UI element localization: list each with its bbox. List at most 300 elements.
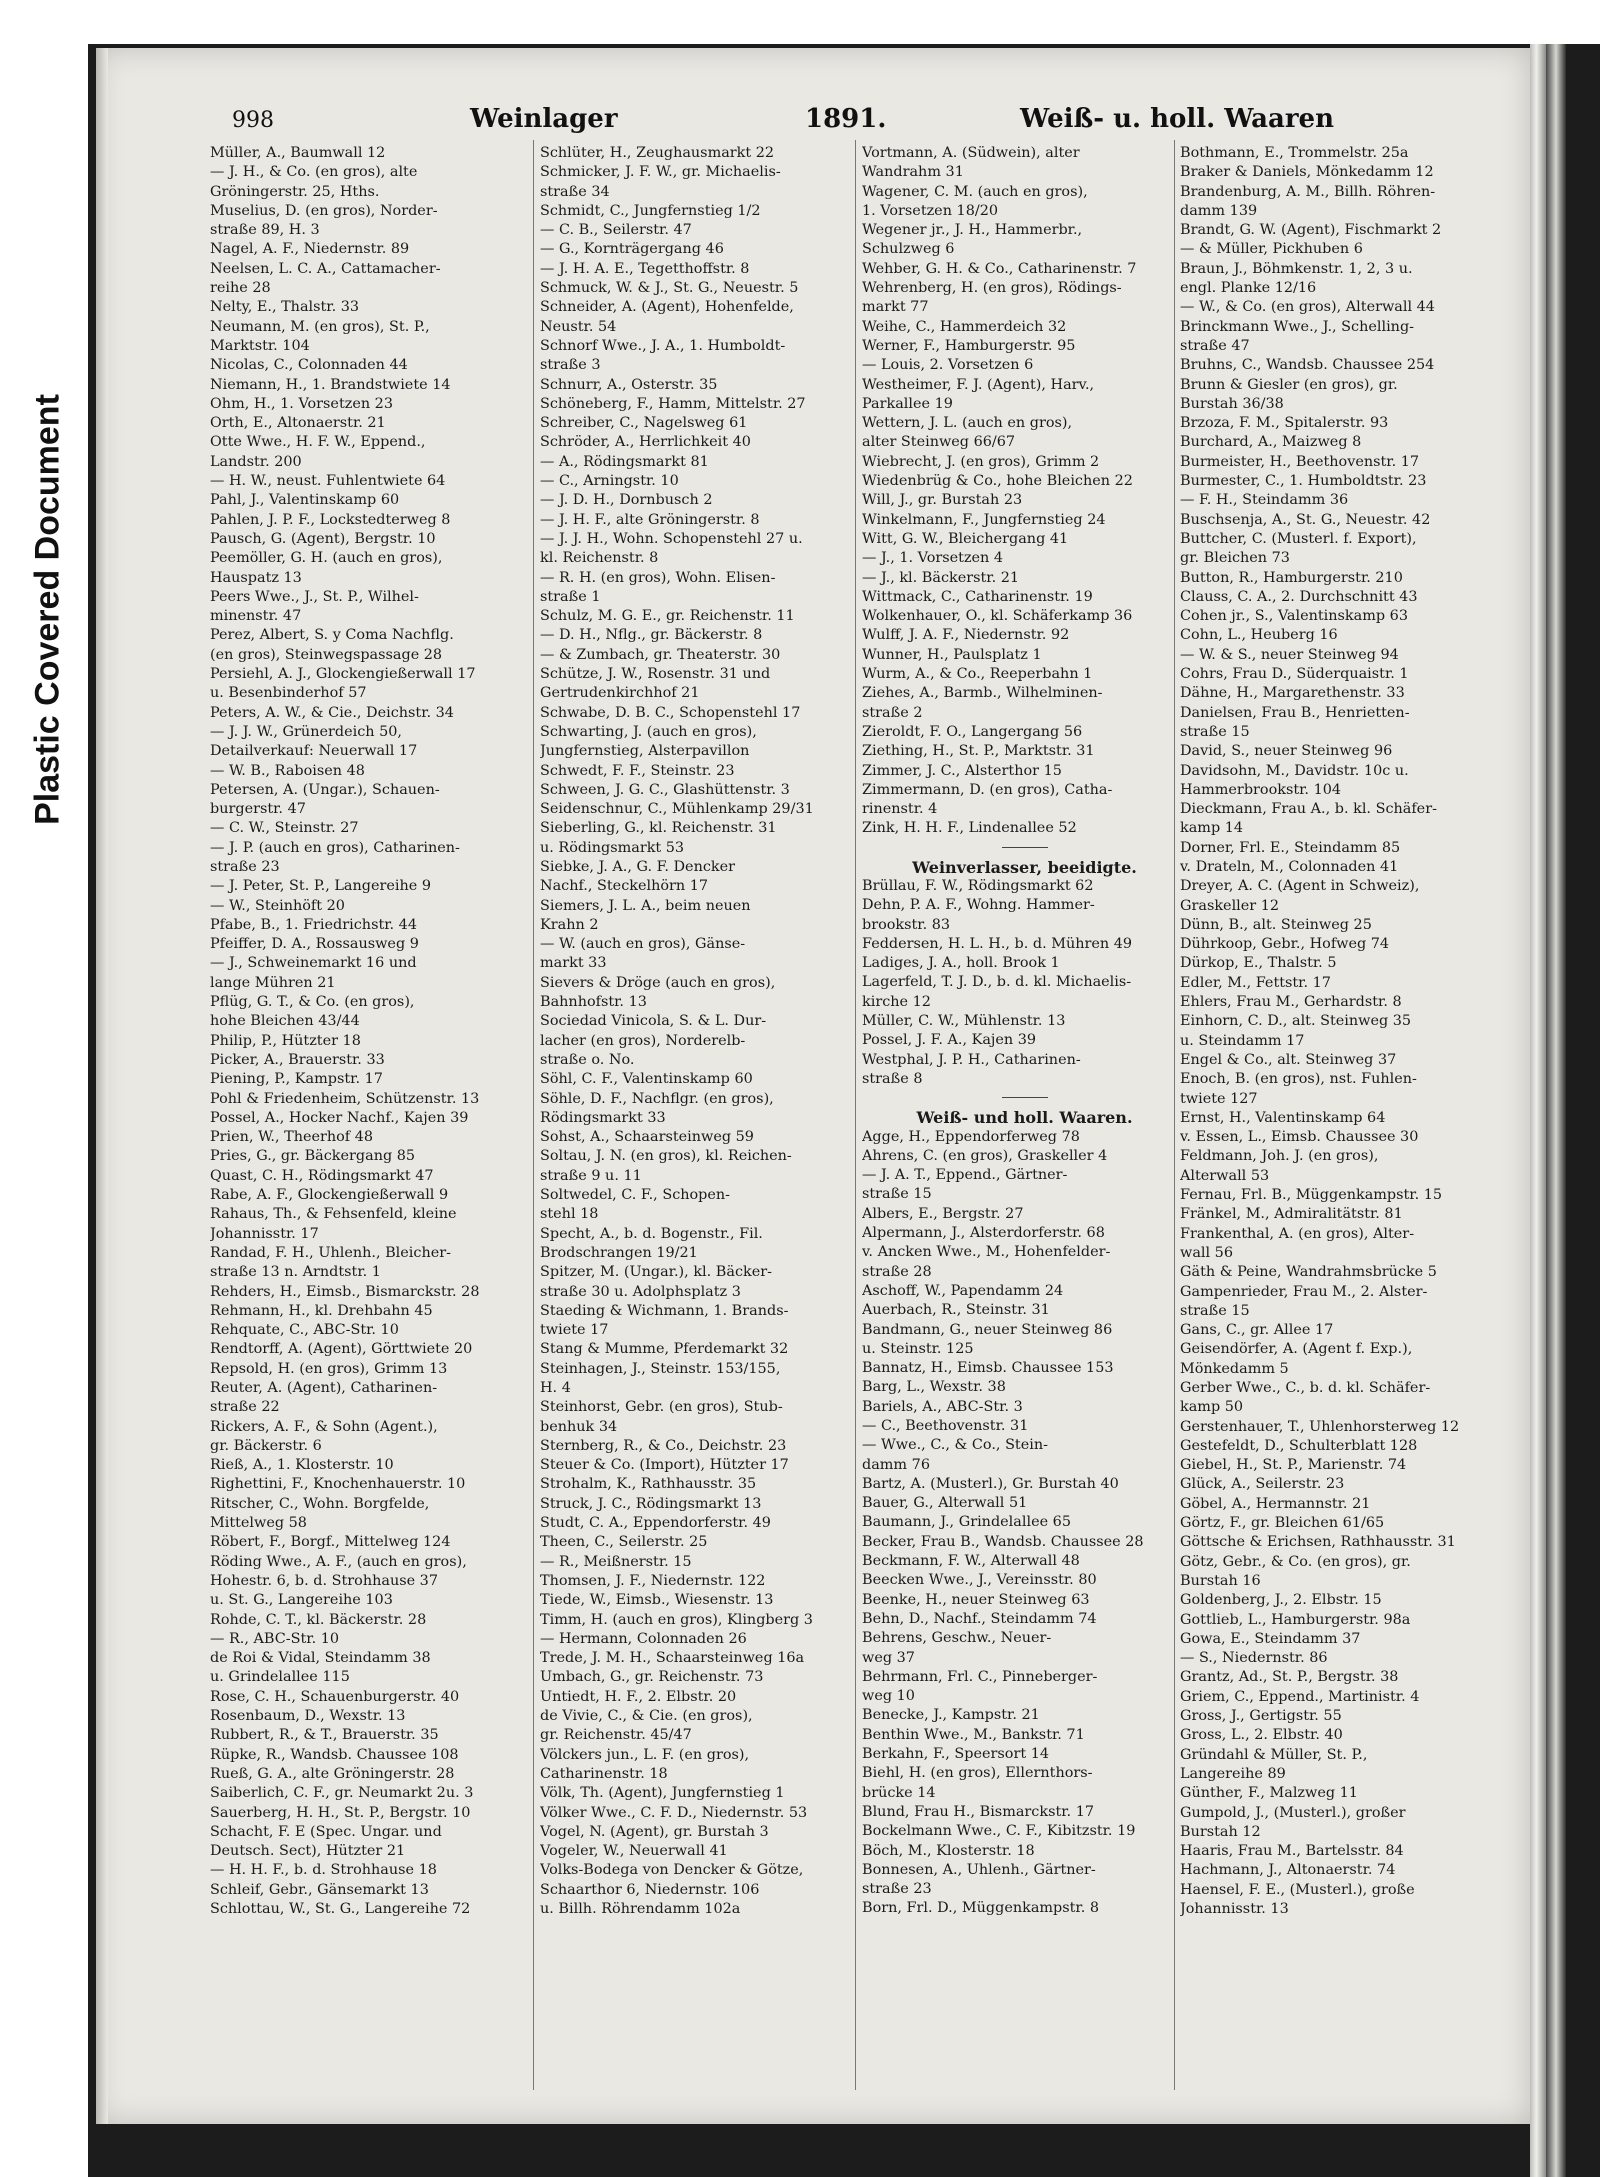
directory-entry-line: Dehn, P. A. F., Wohng. Hammer- bbox=[862, 897, 1095, 914]
directory-entry-line: alter Steinweg 66/67 bbox=[862, 434, 1016, 451]
directory-entry-line: Feddersen, H. L. H., b. d. Mühren 49 bbox=[862, 935, 1133, 952]
directory-entry-line: Rickers, A. F., & Sohn (Agent.), bbox=[210, 1418, 438, 1435]
directory-column-4 bbox=[1180, 144, 1505, 1919]
directory-entry-line: Schnurr, A., Osterstr. 35 bbox=[540, 376, 718, 393]
directory-entries bbox=[862, 144, 1187, 839]
directory-entry-line: weg 37 bbox=[862, 1649, 915, 1666]
directory-entry-line: Gröningerstr. 25, Hths. bbox=[210, 183, 380, 200]
directory-entry-line: Bahnhofstr. 13 bbox=[540, 994, 647, 1011]
directory-entry-line: Brunn & Giesler (en gros), gr. bbox=[1180, 376, 1398, 393]
directory-entry-line: Götz, Gebr., & Co. (en gros), gr. bbox=[1180, 1553, 1411, 1570]
directory-entry-line: Schmicker, J. F. W., gr. Michaelis- bbox=[540, 164, 781, 181]
directory-entry-line: Biehl, H. (en gros), Ellernthors- bbox=[862, 1765, 1093, 1782]
directory-entry-line: (en gros), Steinwegspassage 28 bbox=[210, 646, 443, 663]
directory-entry-line: Alterwall 53 bbox=[1180, 1167, 1270, 1184]
directory-entry-line: straße o. No. bbox=[540, 1051, 635, 1068]
directory-entry-line: Bockelmann Wwe., C. F., Kibitzstr. 19 bbox=[862, 1823, 1136, 1840]
directory-entry-line: Burstah 36/38 bbox=[1180, 395, 1284, 412]
directory-entry-line: Gross, L., 2. Elbstr. 40 bbox=[1180, 1727, 1343, 1744]
directory-entry-line: — J. D. H., Dornbusch 2 bbox=[540, 492, 713, 509]
directory-entry-line: Gottlieb, L., Hamburgerstr. 98a bbox=[1180, 1611, 1411, 1628]
directory-entry-line: David, S., neuer Steinweg 96 bbox=[1180, 743, 1393, 760]
directory-entry-line: markt 77 bbox=[862, 299, 929, 316]
directory-entry-line: Muselius, D. (en gros), Norder- bbox=[210, 202, 438, 219]
directory-entry-line: Wunner, H., Paulsplatz 1 bbox=[862, 646, 1042, 663]
directory-entry-line: Gross, J., Gertigstr. 55 bbox=[1180, 1708, 1342, 1725]
directory-entry-line: H. 4 bbox=[540, 1380, 571, 1396]
sidebar bbox=[0, 0, 82, 2177]
directory-entry-line: — Wwe., C., & Co., Stein- bbox=[862, 1437, 1048, 1454]
directory-entry-line: Beckmann, F. W., Alterwall 48 bbox=[862, 1553, 1080, 1570]
directory-entry-line: Wulff, J. A. F., Niedernstr. 92 bbox=[862, 627, 1070, 644]
directory-entry-line: Gumpold, J., (Musterl.), großer bbox=[1180, 1804, 1406, 1821]
directory-entries bbox=[540, 144, 865, 1919]
directory-entry-line: Persiehl, A. J., Glockengießerwall 17 bbox=[210, 666, 476, 683]
directory-entry-line: Rehmann, H., kl. Drehbahn 45 bbox=[210, 1302, 433, 1319]
directory-entry-line: — J. H. F., alte Gröningerstr. 8 bbox=[540, 511, 760, 528]
directory-entry-line: Cohn, L., Heuberg 16 bbox=[1180, 627, 1338, 644]
directory-entry-line: weg 10 bbox=[862, 1688, 915, 1705]
directory-entry-line: Dieckmann, Frau A., b. kl. Schäfer- bbox=[1180, 801, 1437, 818]
directory-entry-line: Pries, G., gr. Bäckergang 85 bbox=[210, 1148, 416, 1165]
directory-entry-line: Berkahn, F., Speersort 14 bbox=[862, 1746, 1049, 1763]
directory-entry-line: — R. H. (en gros), Wohn. Elisen- bbox=[540, 569, 776, 586]
directory-entry-line: Schmidt, C., Jungfernstieg 1/2 bbox=[540, 202, 761, 219]
directory-entry-line: Burmeister, H., Beethovenstr. 17 bbox=[1180, 453, 1420, 470]
directory-entry-line: Burchard, A., Maizweg 8 bbox=[1180, 434, 1362, 451]
directory-entry-line: Bauer, G., Alterwall 51 bbox=[862, 1495, 1028, 1512]
directory-entry-line: Pfabe, B., 1. Friedrichstr. 44 bbox=[210, 916, 417, 933]
directory-entry-line: Sauerberg, H. H., St. P., Bergstr. 10 bbox=[210, 1804, 471, 1821]
directory-entry-line: minenstr. 47 bbox=[210, 608, 302, 625]
directory-entry-line: — W., Steinhöft 20 bbox=[210, 897, 345, 914]
directory-entry-line: Pausch, G. (Agent), Bergstr. 10 bbox=[210, 530, 436, 547]
directory-entry-line: Söhl, C. F., Valentinskamp 60 bbox=[540, 1071, 753, 1088]
directory-entry-line: Schwedt, F. F., Steinstr. 23 bbox=[540, 762, 735, 779]
directory-entry-line: Soltau, J. N. (en gros), kl. Reichen- bbox=[540, 1148, 792, 1165]
directory-entries bbox=[1180, 144, 1505, 1919]
directory-entry-line: Bariels, A., ABC-Str. 3 bbox=[862, 1398, 1023, 1415]
directory-entry-line: — W., & Co. (en gros), Alterwall 44 bbox=[1180, 299, 1435, 316]
directory-entry-line: Schwarting, J. (auch en gros), bbox=[540, 723, 757, 740]
directory-entry-line: Braun, J., Böhmkenstr. 1, 2, 3 u. bbox=[1180, 260, 1413, 277]
directory-entry-line: Gestefeldt, D., Schulterblatt 128 bbox=[1180, 1437, 1418, 1454]
directory-entry-line: Hohestr. 6, b. d. Strohhause 37 bbox=[210, 1572, 438, 1589]
directory-entry-line: u. Steinstr. 125 bbox=[862, 1340, 974, 1357]
directory-entry-line: Tiede, W., Eimsb., Wiesenstr. 13 bbox=[540, 1592, 774, 1609]
directory-entry-line: — J., Schweinemarkt 16 und bbox=[210, 955, 417, 972]
directory-entry-line: Detailverkauf: Neuerwall 17 bbox=[210, 743, 418, 760]
directory-entry-line: u. Besenbinderhof 57 bbox=[210, 685, 367, 702]
directory-entry-line: wall 56 bbox=[1180, 1244, 1233, 1261]
directory-entry-line: Mönkedamm 5 bbox=[1180, 1360, 1289, 1377]
directory-entry-line: Schröder, A., Herrlichkeit 40 bbox=[540, 434, 751, 451]
directory-entry-line: Theen, C., Seilerstr. 25 bbox=[540, 1534, 708, 1551]
directory-entry-line: — W. & S., neuer Steinweg 94 bbox=[1180, 646, 1399, 663]
directory-entry-line: lange Mühren 21 bbox=[210, 974, 336, 991]
directory-entry-line: Steinhorst, Gebr. (en gros), Stub- bbox=[540, 1399, 783, 1416]
directory-entry-line: Rueß, G. A., alte Gröningerstr. 28 bbox=[210, 1765, 455, 1782]
directory-entry-line: Trede, J. M. H., Schaarsteinweg 16a bbox=[540, 1650, 805, 1667]
directory-entry-line: Nelty, E., Thalstr. 33 bbox=[210, 299, 360, 316]
directory-entry-line: Pahlen, J. P. F., Lockstedterweg 8 bbox=[210, 511, 451, 528]
directory-entry-line: Gäth & Peine, Wandrahmsbrücke 5 bbox=[1180, 1264, 1437, 1281]
directory-entry-line: Parkallee 19 bbox=[862, 395, 953, 412]
directory-entry-line: Thomsen, J. F., Niedernstr. 122 bbox=[540, 1572, 766, 1589]
directory-entry-line: Marktstr. 104 bbox=[210, 337, 310, 354]
directory-entry-line: — A., Rödingsmarkt 81 bbox=[540, 453, 709, 470]
directory-entry-line: straße 1 bbox=[540, 588, 601, 605]
directory-entry-line: Umbach, G., gr. Reichenstr. 73 bbox=[540, 1669, 764, 1686]
directory-entry-line: Dreyer, A. C. (Agent in Schweiz), bbox=[1180, 878, 1420, 895]
directory-entry-line: lacher (en gros), Norderelb- bbox=[540, 1032, 746, 1049]
directory-entry-line: Rüpke, R., Wandsb. Chaussee 108 bbox=[210, 1746, 459, 1763]
directory-entry-line: Rehders, H., Eimsb., Bismarckstr. 28 bbox=[210, 1283, 480, 1300]
directory-entry-line: Pfeiffer, D. A., Rossausweg 9 bbox=[210, 936, 419, 953]
directory-entry-line: Prien, W., Theerhof 48 bbox=[210, 1129, 374, 1146]
directory-entry-line: kamp 50 bbox=[1180, 1399, 1244, 1416]
section-heading-weiss-waaren: Weiß- und holl. Waaren. bbox=[916, 1108, 1133, 1128]
directory-entry-line: Gowa, E., Steindamm 37 bbox=[1180, 1630, 1361, 1647]
directory-entry-line: Aschoff, W., Papendamm 24 bbox=[862, 1282, 1064, 1299]
directory-entry-line: Schlüter, H., Zeughausmarkt 22 bbox=[540, 145, 775, 161]
directory-entry-line: Gampenrieder, Frau M., 2. Alster- bbox=[1180, 1283, 1428, 1300]
directory-entry-line: Brinckmann Wwe., J., Schelling- bbox=[1180, 318, 1415, 335]
directory-entry-line: stehl 18 bbox=[540, 1206, 599, 1223]
directory-entry-line: Ziehes, A., Barmb., Wilhelminen- bbox=[862, 685, 1103, 702]
directory-entry-line: — C., Arningstr. 10 bbox=[540, 473, 679, 490]
directory-entry-line: Quast, C. H., Rödingsmarkt 47 bbox=[210, 1167, 434, 1184]
directory-entry-line: Benecke, J., Kampstr. 21 bbox=[862, 1707, 1040, 1724]
directory-entry-line: Blund, Frau H., Bismarckstr. 17 bbox=[862, 1803, 1095, 1820]
directory-entry-line: Behrens, Geschw., Neuer- bbox=[862, 1630, 1052, 1647]
directory-entry-line: Ladiges, J. A., holl. Brook 1 bbox=[862, 955, 1060, 972]
directory-entry-line: Haaris, Frau M., Bartelsstr. 84 bbox=[1180, 1843, 1404, 1860]
directory-entry-line: Sieberling, G., kl. Reichenstr. 31 bbox=[540, 820, 777, 837]
directory-entry-line: v. Ancken Wwe., M., Hohenfelder- bbox=[862, 1244, 1111, 1261]
directory-entry-line: Catharinenstr. 18 bbox=[540, 1765, 668, 1782]
directory-entry-line: Rosenbaum, D., Wexstr. 13 bbox=[210, 1708, 406, 1725]
directory-entry-line: Stang & Mumme, Pferdemarkt 32 bbox=[540, 1341, 789, 1358]
directory-entry-line: twiete 17 bbox=[540, 1322, 609, 1339]
directory-entry-line: straße 13 n. Arndtstr. 1 bbox=[210, 1264, 381, 1281]
directory-entry-line: Westphal, J. P. H., Catharinen- bbox=[862, 1051, 1081, 1068]
directory-entry-line: — H. W., neust. Fuhlentwiete 64 bbox=[210, 473, 446, 490]
directory-entry-line: Schleif, Gebr., Gänsemarkt 13 bbox=[210, 1881, 429, 1898]
directory-entry-line: Neumann, M. (en gros), St. P., bbox=[210, 318, 430, 335]
directory-entry-line: straße 15 bbox=[1180, 723, 1250, 740]
directory-entry-line: Buttcher, C. (Musterl. f. Export), bbox=[1180, 530, 1417, 547]
directory-entry-line: Landstr. 200 bbox=[210, 453, 302, 470]
directory-entry-line: kirche 12 bbox=[862, 993, 931, 1010]
directory-entry-line: kamp 14 bbox=[1180, 820, 1244, 837]
directory-entry-line: straße 47 bbox=[1180, 337, 1250, 354]
directory-entry-line: Brandt, G. W. (Agent), Fischmarkt 2 bbox=[1180, 222, 1442, 239]
directory-entry-line: Alpermann, J., Alsterdorferstr. 68 bbox=[862, 1225, 1105, 1242]
directory-entry-line: Völker Wwe., C. F. D., Niedernstr. 53 bbox=[540, 1804, 808, 1821]
directory-entry-line: engl. Planke 12/16 bbox=[1180, 280, 1317, 297]
directory-entry-line: Picker, A., Brauerstr. 33 bbox=[210, 1051, 385, 1068]
directory-entry-line: Bothmann, E., Trommelstr. 25a bbox=[1180, 145, 1409, 161]
directory-entry-line: Steinhagen, J., Steinstr. 153/155, bbox=[540, 1360, 781, 1377]
directory-entry-line: straße 23 bbox=[210, 858, 280, 875]
directory-entry-line: Nicolas, C., Colonnaden 44 bbox=[210, 357, 408, 374]
directory-entry-line: Schween, J. G. C., Glashüttenstr. 3 bbox=[540, 781, 790, 798]
directory-entry-line: Brzoza, F. M., Spitalerstr. 93 bbox=[1180, 415, 1389, 432]
directory-entry-line: Ziething, H., St. P., Marktstr. 31 bbox=[862, 743, 1095, 760]
directory-entry-line: markt 33 bbox=[540, 955, 607, 972]
year-heading: 1891. bbox=[805, 104, 887, 134]
directory-entry-line: — Louis, 2. Vorsetzen 6 bbox=[862, 357, 1034, 374]
directory-entry-line: Rose, C. H., Schauenburgerstr. 40 bbox=[210, 1688, 460, 1705]
directory-entry-line: Böch, M., Klosterstr. 18 bbox=[862, 1842, 1035, 1859]
directory-entry-line: straße 2 bbox=[862, 704, 923, 721]
directory-entry-line: straße 30 u. Adolphsplatz 3 bbox=[540, 1283, 741, 1300]
directory-entry-line: Zieroldt, F. O., Langergang 56 bbox=[862, 723, 1083, 740]
directory-entry-line: Randad, F. H., Uhlenh., Bleicher- bbox=[210, 1244, 451, 1261]
directory-entry-line: Specht, A., b. d. Bogenstr., Fil. bbox=[540, 1225, 763, 1242]
directory-entry-line: Orth, E., Altonaerstr. 21 bbox=[210, 415, 386, 432]
directory-entry-line: Günther, F., Malzweg 11 bbox=[1180, 1785, 1358, 1802]
directory-entry-line: Rieß, A., 1. Klosterstr. 10 bbox=[210, 1457, 394, 1474]
directory-entry-line: Feldmann, Joh. J. (en gros), bbox=[1180, 1148, 1379, 1165]
directory-entry-line: straße 28 bbox=[862, 1263, 932, 1280]
directory-entry-line: Giebel, H., St. P., Marienstr. 74 bbox=[1180, 1457, 1407, 1474]
directory-entry-line: Werner, F., Hamburgerstr. 95 bbox=[862, 337, 1076, 354]
directory-entry-line: Schnorf Wwe., J. A., 1. Humboldt- bbox=[540, 337, 786, 354]
directory-entry-line: Völk, Th. (Agent), Jungfernstieg 1 bbox=[540, 1785, 785, 1802]
directory-entry-line: Haensel, F. E., (Musterl.), große bbox=[1180, 1881, 1415, 1898]
directory-entry-line: Cohen jr., S., Valentinskamp 63 bbox=[1180, 608, 1408, 625]
directory-entry-line: Edler, M., Fettstr. 17 bbox=[1180, 974, 1331, 991]
directory-entry-line: Gertrudenkirchhof 21 bbox=[540, 685, 700, 702]
directory-entry-line: Wehrenberg, H. (en gros), Rödings- bbox=[862, 280, 1122, 297]
directory-entry-line: Dührkoop, Gebr., Hofweg 74 bbox=[1180, 936, 1390, 953]
directory-entry-line: Born, Frl. D., Müggenkampstr. 8 bbox=[862, 1900, 1100, 1917]
directory-entry-line: u. Grindelallee 115 bbox=[210, 1669, 350, 1686]
directory-entry-line: Beenke, H., neuer Steinweg 63 bbox=[862, 1591, 1090, 1608]
directory-entry-line: Griem, C., Eppend., Martinistr. 4 bbox=[1180, 1688, 1420, 1705]
directory-entry-line: Fernau, Frl. B., Müggenkampstr. 15 bbox=[1180, 1187, 1443, 1204]
directory-entry-line: Völckers jun., L. F. (en gros), bbox=[540, 1746, 750, 1763]
directory-entry-line: straße 9 u. 11 bbox=[540, 1167, 642, 1184]
directory-entries bbox=[210, 144, 535, 1919]
directory-entry-line: damm 76 bbox=[862, 1456, 930, 1473]
directory-entry-line: straße 34 bbox=[540, 183, 610, 200]
directory-entry-line: Glück, A., Seilerstr. 23 bbox=[1180, 1476, 1345, 1493]
directory-entry-line: — J. J. W., Grünerdeich 50, bbox=[210, 723, 402, 740]
directory-entry-line: Wurm, A., & Co., Reeperbahn 1 bbox=[862, 666, 1093, 683]
directory-entry-line: Röding Wwe., A. F., (auch en gros), bbox=[210, 1553, 467, 1570]
directory-entry-line: Saiberlich, C. F., gr. Neumarkt 2u. 3 bbox=[210, 1785, 474, 1802]
directory-entry-line: Müller, A., Baumwall 12 bbox=[210, 145, 386, 161]
directory-entry-line: — J. H., & Co. (en gros), alte bbox=[210, 164, 418, 181]
directory-entry-line: Schwabe, D. B. C., Schopenstehl 17 bbox=[540, 704, 801, 721]
directory-entry-line: Wettern, J. L. (auch en gros), bbox=[862, 415, 1073, 432]
directory-entry-line: Dorner, Frl. E., Steindamm 85 bbox=[1180, 839, 1401, 856]
directory-entry-line: reihe 28 bbox=[210, 280, 271, 297]
directory-column-3 bbox=[862, 144, 1187, 1919]
directory-entry-line: Zimmermann, D. (en gros), Catha- bbox=[862, 781, 1113, 798]
directory-entry-line: Volks-Bodega von Dencker & Götze, bbox=[540, 1862, 804, 1879]
directory-entry-line: Cohrs, Frau D., Süderquaistr. 1 bbox=[1180, 666, 1409, 683]
directory-entry-line: Wehber, G. H. & Co., Catharinenstr. 7 bbox=[862, 260, 1137, 277]
directory-entry-line: — R., Meißnerstr. 15 bbox=[540, 1553, 692, 1570]
directory-column-1 bbox=[210, 144, 535, 1919]
directory-entry-line: Dähne, H., Margarethenstr. 33 bbox=[1180, 685, 1405, 702]
directory-entry-line: rinenstr. 4 bbox=[862, 801, 938, 818]
directory-entry-line: Agge, H., Eppendorferweg 78 bbox=[862, 1128, 1080, 1145]
directory-entry-line: Gans, C., gr. Allee 17 bbox=[1180, 1322, 1334, 1339]
directory-entry-line: Gerstenhauer, T., Uhlenhorsterweg 12 bbox=[1180, 1418, 1460, 1435]
page-number: 998 bbox=[232, 108, 274, 133]
directory-entry-line: Rendtorff, A. (Agent), Görttwiete 20 bbox=[210, 1341, 473, 1358]
directory-entry-line: Strohalm, K., Rathhausstr. 35 bbox=[540, 1476, 757, 1493]
directory-entry-line: Albers, E., Bergstr. 27 bbox=[862, 1205, 1024, 1222]
directory-entry-line: u. Rödingsmarkt 53 bbox=[540, 839, 685, 856]
directory-entry-line: damm 139 bbox=[1180, 202, 1258, 219]
directory-entry-line: Schneider, A. (Agent), Hohenfelde, bbox=[540, 299, 794, 316]
directory-entry-line: u. Steindamm 17 bbox=[1180, 1032, 1305, 1049]
page-edge-shadow bbox=[1546, 44, 1566, 2177]
directory-entry-line: Schöneberg, F., Hamm, Mittelstr. 27 bbox=[540, 395, 806, 412]
directory-entry-line: Graskeller 12 bbox=[1180, 897, 1280, 914]
directory-entry-line: Benthin Wwe., M., Bankstr. 71 bbox=[862, 1726, 1085, 1743]
directory-entry-line: kl. Reichenstr. 8 bbox=[540, 550, 659, 567]
directory-entry-line: Becker, Frau B., Wandsb. Chaussee 28 bbox=[862, 1533, 1144, 1550]
directory-entry-line: Rahaus, Th., & Fehsenfeld, kleine bbox=[210, 1206, 457, 1223]
directory-entry-line: Soltwedel, C. F., Schopen- bbox=[540, 1187, 731, 1204]
directory-entry-line: Schütze, J. W., Rosenstr. 31 und bbox=[540, 666, 771, 683]
directory-entry-line: straße 3 bbox=[540, 357, 601, 374]
directory-entry-line: de Vivie, C., & Cie. (en gros), bbox=[540, 1708, 753, 1725]
directory-entry-line: Siemers, J. L. A., beim neuen bbox=[540, 897, 751, 914]
directory-entry-line: Otte Wwe., H. F. W., Eppend., bbox=[210, 434, 426, 451]
directory-entry-line: Schaarthor 6, Niedernstr. 106 bbox=[540, 1881, 760, 1898]
directory-entry-line: Ehlers, Frau M., Gerhardstr. 8 bbox=[1180, 994, 1402, 1011]
directory-entry-line: brücke 14 bbox=[862, 1784, 936, 1801]
directory-entry-line: — J., 1. Vorsetzen 4 bbox=[862, 550, 1004, 567]
directory-entry-line: — C. W., Steinstr. 27 bbox=[210, 820, 359, 837]
directory-entry-line: Wiedenbrüg & Co., hohe Bleichen 22 bbox=[862, 473, 1133, 490]
directory-entry-line: Schmuck, W. & J., St. G., Neuestr. 5 bbox=[540, 280, 799, 297]
directory-entry-line: Zimmer, J. C., Alsterthor 15 bbox=[862, 762, 1062, 779]
directory-entry-line: Ritscher, C., Wohn. Borgfelde, bbox=[210, 1495, 430, 1512]
directory-entry-line: — J. J. H., Wohn. Schopenstehl 27 u. bbox=[540, 530, 803, 547]
directory-entry-line: — J., kl. Bäckerstr. 21 bbox=[862, 569, 1020, 586]
directory-entry-line: Burmester, C., 1. Humboldtstr. 23 bbox=[1180, 473, 1427, 490]
directory-entry-line: Philip, P., Hützter 18 bbox=[210, 1032, 361, 1049]
directory-entry-line: Enoch, B. (en gros), nst. Fuhlen- bbox=[1180, 1071, 1417, 1088]
directory-entry-line: Hammerbrookstr. 104 bbox=[1180, 781, 1342, 798]
directory-entry-line: Ahrens, C. (en gros), Graskeller 4 bbox=[862, 1147, 1108, 1164]
directory-entry-line: Görtz, F., gr. Bleichen 61/65 bbox=[1180, 1515, 1385, 1532]
directory-entry-line: Will, J., gr. Burstah 23 bbox=[862, 492, 1023, 509]
directory-entry-line: Barg, L., Wexstr. 38 bbox=[862, 1379, 1006, 1396]
directory-entry-line: Lagerfeld, T. J. D., b. d. kl. Michaelis- bbox=[862, 974, 1132, 991]
directory-entry-line: Ernst, H., Valentinskamp 64 bbox=[1180, 1109, 1386, 1126]
directory-entry-line: Goldenberg, J., 2. Elbstr. 15 bbox=[1180, 1592, 1382, 1609]
directory-entry-line: — Hermann, Colonnaden 26 bbox=[540, 1630, 747, 1647]
directory-entry-line: Danielsen, Frau B., Henrietten- bbox=[1180, 704, 1410, 721]
directory-entry-line: Schlottau, W., St. G., Langereihe 72 bbox=[210, 1901, 471, 1918]
directory-entry-line: Schreiber, C., Nagelsweg 61 bbox=[540, 415, 748, 432]
directory-entry-line: Vogeler, W., Neuerwall 41 bbox=[540, 1843, 728, 1860]
directory-entry-line: Fränkel, M., Admiralitätstr. 81 bbox=[1180, 1206, 1403, 1223]
directory-entry-line: — J. P. (auch en gros), Catharinen- bbox=[210, 839, 460, 856]
directory-entry-line: Schulz, M. G. E., gr. Reichenstr. 11 bbox=[540, 608, 795, 625]
directory-entry-line: hohe Bleichen 43/44 bbox=[210, 1013, 360, 1030]
directory-entries bbox=[862, 877, 1187, 1089]
directory-entry-line: Göbel, A., Hermannstr. 21 bbox=[1180, 1495, 1371, 1512]
directory-entry-line: — R., ABC-Str. 10 bbox=[210, 1630, 340, 1647]
directory-entry-line: Possel, J. F. A., Kajen 39 bbox=[862, 1032, 1037, 1049]
directory-entry-line: Vogel, N. (Agent), gr. Burstah 3 bbox=[540, 1823, 769, 1840]
directory-entry-line: Grantz, Ad., St. P., Bergstr. 38 bbox=[1180, 1669, 1399, 1686]
section-heading-weinverlasser: Weinverlasser, beeidigte. bbox=[912, 857, 1137, 877]
directory-entry-line: Studt, C. A., Eppendorferstr. 49 bbox=[540, 1515, 771, 1532]
directory-entry-line: — C. B., Seilerstr. 47 bbox=[540, 222, 692, 239]
directory-entry-line: Petersen, A. (Ungar.), Schauen- bbox=[210, 781, 440, 798]
section-separator bbox=[1002, 1097, 1048, 1098]
directory-entry-line: Brüllau, F. W., Rödingsmarkt 62 bbox=[862, 877, 1094, 894]
directory-entry-line: Geisendörfer, A. (Agent f. Exp.), bbox=[1180, 1341, 1413, 1358]
directory-entry-line: Piening, P., Kampstr. 17 bbox=[210, 1071, 383, 1088]
section-title: Weiß- u. holl. Waaren bbox=[1020, 104, 1334, 134]
directory-entry-line: Possel, A., Hocker Nachf., Kajen 39 bbox=[210, 1109, 469, 1126]
directory-entry-line: u. Billh. Röhrendamm 102a bbox=[540, 1901, 741, 1918]
directory-entry-line: — & Zumbach, gr. Theaterstr. 30 bbox=[540, 646, 781, 663]
directory-entry-line: Wagener, C. M. (auch en gros), bbox=[862, 183, 1088, 200]
directory-entry-line: — C., Beethovenstr. 31 bbox=[862, 1418, 1029, 1434]
directory-entry-line: Vortmann, A. (Südwein), alter bbox=[862, 145, 1080, 161]
directory-entry-line: Frankenthal, A. (en gros), Alter- bbox=[1180, 1225, 1415, 1242]
directory-entry-line: Pahl, J., Valentinskamp 60 bbox=[210, 492, 400, 509]
directory-entry-line: Reuter, A. (Agent), Catharinen- bbox=[210, 1380, 438, 1396]
directory-entry-line: Jungfernstieg, Alsterpavillon bbox=[540, 743, 750, 760]
directory-entry-line: Sociedad Vinicola, S. & L. Dur- bbox=[540, 1013, 767, 1030]
directory-entry-line: Beecken Wwe., J., Vereinsstr. 80 bbox=[862, 1572, 1097, 1589]
directory-entry-line: Bonnesen, A., Uhlenh., Gärtner- bbox=[862, 1861, 1096, 1878]
directory-entry-line: Pohl & Friedenheim, Schützenstr. 13 bbox=[210, 1090, 480, 1107]
directory-entry-line: Auerbach, R., Steinstr. 31 bbox=[862, 1302, 1050, 1319]
directory-entry-line: straße 23 bbox=[862, 1881, 932, 1898]
directory-entry-line: Righettini, F., Knochenhauerstr. 10 bbox=[210, 1476, 466, 1493]
directory-entry-line: straße 22 bbox=[210, 1399, 280, 1416]
directory-entry-line: Seidenschnur, C., Mühlenkamp 29/31 bbox=[540, 801, 814, 818]
directory-entry-line: Repsold, H. (en gros), Grimm 13 bbox=[210, 1360, 448, 1377]
directory-entry-line: Baumann, J., Grindelallee 65 bbox=[862, 1514, 1071, 1531]
directory-entry-line: Niemann, H., 1. Brandstwiete 14 bbox=[210, 376, 451, 393]
directory-entry-line: — & Müller, Pickhuben 6 bbox=[1180, 241, 1363, 258]
directory-entry-line: Göttsche & Erichsen, Rathhausstr. 31 bbox=[1180, 1534, 1456, 1551]
directory-entry-line: Rohde, C. T., kl. Bäckerstr. 28 bbox=[210, 1611, 427, 1628]
directory-entry-line: twiete 127 bbox=[1180, 1090, 1258, 1107]
page-edge bbox=[1530, 44, 1546, 2177]
directory-entry-line: — H. H. F., b. d. Strohhause 18 bbox=[210, 1862, 437, 1879]
directory-entry-line: Buschsenja, A., St. G., Neuestr. 42 bbox=[1180, 511, 1431, 528]
directory-entry-line: gr. Reichenstr. 45/47 bbox=[540, 1727, 692, 1744]
section-separator bbox=[1002, 847, 1048, 848]
directory-entry-line: Söhle, D. F., Nachflgr. (en gros), bbox=[540, 1090, 774, 1107]
directory-entry-line: — S., Niedernstr. 86 bbox=[1180, 1650, 1328, 1667]
directory-entry-line: Spitzer, M. (Ungar.), kl. Bäcker- bbox=[540, 1264, 772, 1281]
directory-entry-line: Clauss, C. A., 2. Durchschnitt 43 bbox=[1180, 588, 1418, 605]
directory-entry-line: — F. H., Steindamm 36 bbox=[1180, 492, 1349, 509]
directory-entry-line: Brandenburg, A. M., Billh. Röhren- bbox=[1180, 183, 1436, 200]
directory-entry-line: Brodschrangen 19/21 bbox=[540, 1244, 698, 1261]
sidebar-label: Plastic Covered Document bbox=[28, 394, 67, 825]
